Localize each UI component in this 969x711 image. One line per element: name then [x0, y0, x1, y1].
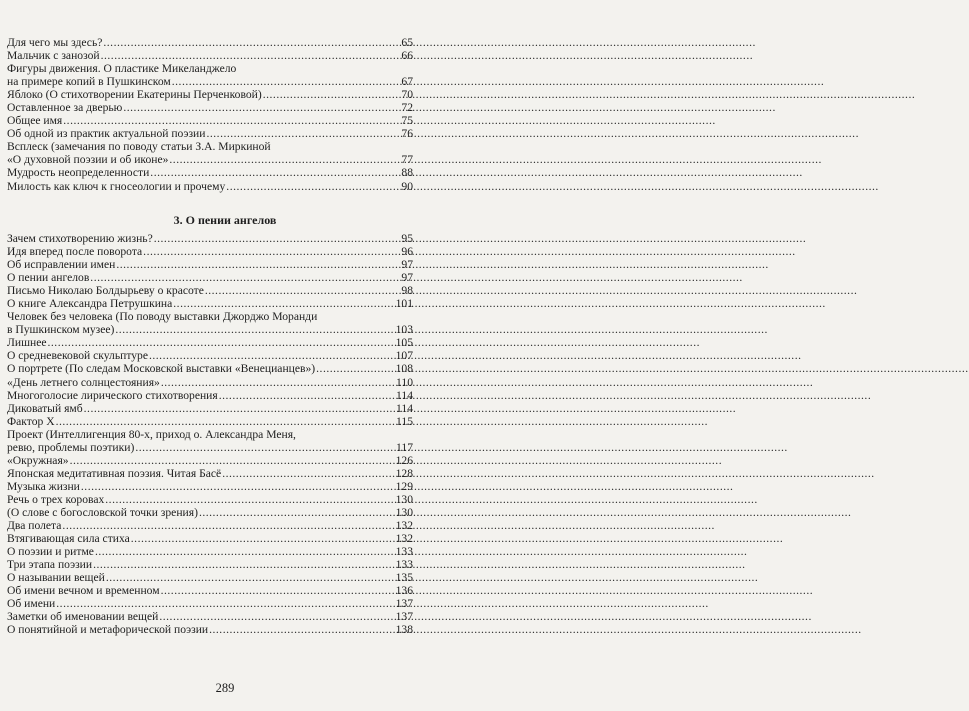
toc-entry-last-line — [7, 558, 413, 571]
toc-entry-last-line — [7, 415, 413, 428]
toc-entry-title: Два полета — [7, 519, 62, 533]
toc-entry-title: Три этапа поэзии — [7, 558, 93, 572]
toc-entry-last-line — [7, 506, 413, 519]
toc-section-top — [7, 36, 413, 193]
toc-entry — [7, 62, 413, 88]
toc-entry-last-line — [7, 597, 413, 610]
toc-entry-title: О портрете (По следам Московской выставки «Венецианцев») — [7, 362, 316, 376]
toc-entry-title: О средневековой скульптуре — [7, 349, 148, 363]
dot-leader — [63, 114, 400, 127]
dot-leader — [206, 127, 400, 140]
dot-leader — [115, 323, 394, 336]
toc-entry — [7, 271, 413, 284]
toc-entry-page: 114 — [396, 401, 413, 415]
toc-entry-title: Лишнее — [7, 336, 47, 350]
toc-entry-last-line — [7, 441, 413, 454]
toc-entry-last-line — [7, 75, 413, 88]
toc-entry-last-line — [7, 362, 413, 375]
toc-entry-title: О пении ангелов — [7, 271, 90, 285]
dot-leader — [93, 558, 395, 571]
toc-entry-title: О книге Александра Петрушкина — [7, 297, 173, 311]
dot-leader — [173, 297, 394, 310]
toc-entry — [7, 114, 413, 127]
toc-entry — [7, 402, 413, 415]
toc-entry-page: 135 — [395, 571, 413, 585]
toc-entry — [7, 480, 413, 493]
toc-entry-page: 65 — [401, 36, 413, 49]
toc-entry-last-line — [7, 297, 413, 310]
dot-leader — [116, 258, 400, 271]
dot-leader — [62, 519, 394, 532]
toc-entry-title: на примере копий в Пушкинском — [7, 75, 171, 89]
dot-leader — [172, 75, 401, 88]
toc-entry-page: 96 — [401, 245, 413, 259]
dot-leader — [131, 532, 395, 545]
toc-entry-last-line — [7, 180, 413, 193]
toc-entry — [7, 140, 413, 166]
toc-entry-page: 105 — [395, 336, 413, 350]
toc-entry-last-line — [7, 493, 413, 506]
toc-entry-title: Оставленное за дверью — [7, 101, 123, 115]
toc-entry-last-line — [7, 389, 413, 402]
toc-entry-last-line — [7, 480, 413, 493]
toc-entry-page: 129 — [395, 479, 413, 493]
dot-leader — [103, 36, 400, 49]
toc-entry-title: Милость как ключ к гносеологии и прочему — [7, 179, 226, 193]
toc-entry-page: 97 — [401, 271, 413, 285]
toc-entry-page: 101 — [395, 297, 413, 311]
toc-entry-page: 137 — [395, 610, 413, 624]
toc-entry-title: «Окружная» — [7, 453, 69, 467]
toc-entry-last-line — [7, 127, 413, 140]
toc-entry-title: Об одной из практик актуальной поэзии — [7, 127, 206, 141]
toc-entry — [7, 545, 413, 558]
toc-entry-page: 132 — [395, 532, 413, 546]
dot-leader — [48, 336, 395, 349]
dot-leader — [209, 623, 395, 636]
toc-entry-title: Фактор Х — [7, 414, 55, 428]
toc-entry-page: 75 — [401, 114, 413, 128]
toc-entry — [7, 232, 413, 245]
toc-entry-title: Зачем стихотворению жизнь? — [7, 232, 153, 245]
toc-entry-last-line — [7, 402, 413, 415]
toc-entry-title: Об исправлении имен — [7, 258, 116, 272]
toc-entry-last-line — [7, 271, 413, 284]
dot-leader — [161, 584, 395, 597]
toc-entry — [7, 584, 413, 597]
dot-leader — [95, 545, 395, 558]
toc-entry-last-line — [7, 114, 413, 127]
toc-entry-last-line — [7, 232, 413, 245]
toc-entry — [7, 284, 413, 297]
toc-entry — [7, 49, 413, 62]
toc-entry-title: О понятийной и метафорической поэзии — [7, 623, 209, 637]
toc-entry-title: Для чего мы здесь? — [7, 36, 103, 49]
dot-leader — [81, 480, 395, 493]
toc-entry-page: 108 — [395, 362, 413, 376]
toc-entry-title-line: Всплеск (замечания по поводу статьи З.А. Миркиной — [7, 140, 271, 154]
toc-entry-title: Многоголосие лирического стихотворения — [7, 388, 218, 402]
toc-entry-title: Общее имя — [7, 114, 63, 128]
dot-leader — [56, 597, 394, 610]
toc-entry-last-line — [7, 623, 413, 636]
toc-entry-last-line — [7, 49, 413, 62]
toc-entry — [7, 571, 413, 584]
toc-entry-page: 115 — [396, 414, 413, 428]
toc-entry-last-line — [7, 454, 413, 467]
toc-entry-title: О назывании вещей — [7, 571, 105, 585]
toc-entry — [7, 349, 413, 362]
dot-leader — [222, 467, 394, 480]
toc-entry-page: 76 — [401, 127, 413, 141]
toc-entry-page: 133 — [395, 545, 413, 559]
dot-leader — [150, 166, 400, 179]
toc-entry-title: Музыка жизни — [7, 479, 80, 493]
toc-entry-page: 137 — [395, 597, 413, 611]
toc-entry — [7, 376, 413, 389]
toc-entry — [7, 506, 413, 519]
toc-entry-title: (О слове с богословской точки зрения) — [7, 505, 198, 519]
toc-entry-title: Об имени вечном и временном — [7, 584, 160, 598]
toc-entry-title: Мудрость неопределенности — [7, 166, 150, 180]
toc-entry-page: 132 — [395, 519, 413, 533]
toc-entry-last-line — [7, 545, 413, 558]
toc-section-3 — [7, 232, 413, 636]
dot-leader — [105, 493, 394, 506]
toc-entry-title: Письмо Николаю Болдырьеву о красоте — [7, 284, 204, 298]
toc-entry-page: 98 — [401, 284, 413, 298]
toc-entry-title: Втягивающая сила стиха — [7, 532, 130, 546]
toc-entry-page: 138 — [395, 623, 413, 637]
toc-entry-last-line — [7, 519, 413, 532]
toc-entry — [7, 532, 413, 545]
dot-leader — [226, 180, 400, 193]
toc-entry-page: 95 — [401, 232, 413, 245]
toc-entry-title: Об имени — [7, 597, 56, 611]
toc-entry-last-line — [7, 376, 413, 389]
toc-entry-title: в Пушкинском музее) — [7, 323, 115, 337]
toc-entry-last-line — [7, 584, 413, 597]
toc-entry-last-line — [7, 323, 413, 336]
dot-leader — [56, 415, 395, 428]
toc-entry-title: Яблоко (О стихотворении Екатерины Перченковой) — [7, 88, 262, 102]
dot-leader — [161, 376, 395, 389]
toc-entry — [7, 297, 413, 310]
page-number: 289 — [215, 681, 235, 695]
toc-entry-title: О поэзии и ритме — [7, 545, 94, 559]
toc-entry-title: Диковатый ямб — [7, 401, 83, 415]
dot-leader — [106, 571, 395, 584]
dot-leader — [135, 441, 395, 454]
toc-entry-page: 103 — [395, 323, 413, 337]
toc-entry-last-line — [7, 532, 413, 545]
toc-entry-page: 67 — [401, 75, 413, 89]
toc-entry — [7, 597, 413, 610]
toc-entry-last-line — [7, 336, 413, 349]
toc-entry — [7, 362, 413, 375]
toc-entry — [7, 310, 413, 336]
toc-entry-title: Идя вперед после поворота — [7, 245, 143, 259]
toc-entry-page: 126 — [395, 453, 413, 467]
toc-entry-title: ревю, проблемы поэтики) — [7, 440, 135, 454]
dot-leader — [169, 153, 400, 166]
dot-leader — [149, 349, 395, 362]
dot-leader — [123, 101, 400, 114]
dot-leader — [159, 610, 394, 623]
toc-entry — [7, 258, 413, 271]
toc-entry-page: 136 — [395, 584, 413, 598]
toc-entry — [7, 467, 413, 480]
toc-entry-title-line: Проект (Интеллигенция 80-х, приход о. Александра Меня, — [7, 427, 296, 441]
dot-leader — [316, 362, 394, 375]
toc-entry — [7, 519, 413, 532]
dot-leader — [101, 49, 401, 62]
toc-entry-page: 117 — [396, 440, 413, 454]
toc-entry-title: «День летнего солнцестояния» — [7, 375, 160, 389]
toc-entry — [7, 127, 413, 140]
toc-entry-title: Речь о трех коровах — [7, 492, 105, 506]
toc-entry — [7, 610, 413, 623]
book-page — [0, 0, 450, 711]
toc-entry-last-line — [7, 467, 413, 480]
toc-entry-page: 90 — [401, 179, 413, 193]
toc-entry — [7, 180, 413, 193]
toc-entry-page: 88 — [401, 166, 413, 180]
toc-entry — [7, 493, 413, 506]
toc-entry — [7, 428, 413, 454]
toc-entry — [7, 245, 413, 258]
toc-entry — [7, 101, 413, 114]
toc-entry-title: «О духовной поэзии и об иконе» — [7, 153, 169, 167]
toc-entry-title: Заметки об именовании вещей — [7, 610, 159, 624]
toc-entry-page: 107 — [395, 349, 413, 363]
dot-leader — [154, 232, 401, 245]
toc-entry-page: 133 — [395, 558, 413, 572]
toc-entry-last-line — [7, 153, 413, 166]
toc-entry — [7, 558, 413, 571]
toc-entry-last-line — [7, 245, 413, 258]
dot-leader — [199, 506, 395, 519]
toc-entry-page: 114 — [396, 388, 413, 402]
toc-entry-page: 70 — [401, 88, 413, 102]
toc-entry-page: 130 — [395, 492, 413, 506]
toc-entry-last-line — [7, 166, 413, 179]
toc-entry-last-line — [7, 284, 413, 297]
toc-entry — [7, 166, 413, 179]
dot-leader — [90, 271, 400, 284]
toc-entry — [7, 36, 413, 49]
toc-entry-page: 130 — [395, 505, 413, 519]
toc-entry — [7, 454, 413, 467]
toc-entry-last-line — [7, 571, 413, 584]
toc-entry-title-line: Человек без человека (По поводу выставки Джорджо Моранди — [7, 310, 318, 324]
toc-entry — [7, 336, 413, 349]
section-heading: 3. О пении ангелов — [173, 213, 277, 227]
dot-leader — [205, 284, 401, 297]
toc-entry — [7, 623, 413, 636]
toc-entry-last-line — [7, 88, 413, 101]
toc-entry-title: Мальчик с занозой — [7, 49, 100, 63]
dot-leader — [84, 402, 395, 415]
toc-entry-page: 77 — [401, 153, 413, 167]
toc-entry-page: 72 — [401, 101, 413, 115]
toc-entry-title: Японская медитативная поэзия. Читая Басё — [7, 466, 222, 480]
toc-entry-last-line — [7, 36, 413, 49]
toc-entry-title-line: Фигуры движения. О пластике Микеланджело — [7, 62, 237, 76]
toc-entry — [7, 415, 413, 428]
toc-entry — [7, 389, 413, 402]
toc-entry-page: 128 — [395, 466, 413, 480]
toc-entry-last-line — [7, 610, 413, 623]
toc-entry-page: 97 — [401, 258, 413, 272]
dot-leader — [219, 389, 395, 402]
toc-entry-last-line — [7, 101, 413, 114]
toc-entry-last-line — [7, 258, 413, 271]
toc-entry — [7, 88, 413, 101]
dot-leader — [70, 454, 395, 467]
toc-entry-page: 66 — [401, 49, 413, 63]
toc-entry-last-line — [7, 349, 413, 362]
toc-entry-page: 110 — [396, 375, 413, 389]
dot-leader — [143, 245, 400, 258]
dot-leader — [263, 88, 401, 101]
